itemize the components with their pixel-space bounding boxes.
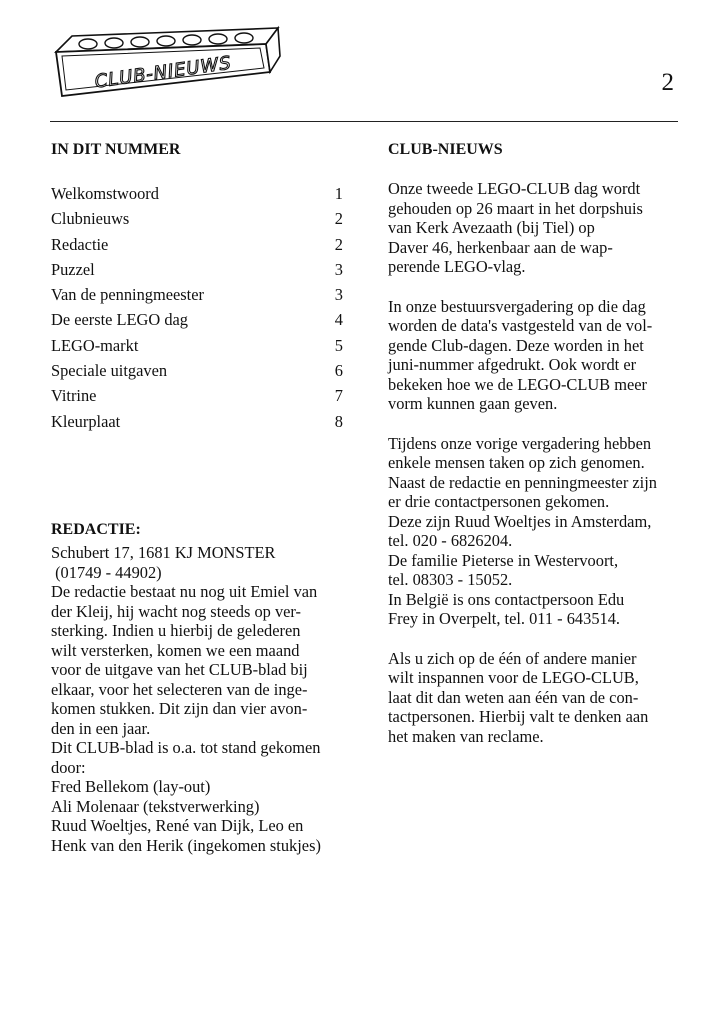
toc-page: 2 [334,209,343,229]
toc-label: Welkomstwoord [51,184,159,203]
text-line: tel. 08303 - 15052. [388,570,513,589]
text-line: Naast de redactie en penningmeester zijn [388,472,657,492]
text-line: In België is ons contactpersoon Edu [388,589,625,609]
text-line: Deze zijn Ruud Woeltjes in Amsterdam, [388,511,652,531]
text-line: van Kerk Avezaath (bij Tiel) op [388,218,595,237]
redactie-heading: REDACTIE: [51,521,141,538]
redactie-line: (01749 - 44902) [51,562,162,582]
redactie-line: door: [51,757,86,777]
redactie-line: Fred Bellekom (lay-out) [51,777,211,796]
page-number: 2 [661,69,674,96]
text-line: perende LEGO-vlag. [388,257,526,276]
lego-brick-logo-icon [52,22,284,104]
redactie-line: Dit CLUB-blad is o.a. tot stand gekomen [51,738,321,757]
text-line: Als u zich op de één of andere manier [388,648,637,668]
toc-page: 4 [334,310,343,330]
redactie-line: komen stukken. Dit zijn dan vier avon- [51,699,308,718]
clubnieuws-paragraph [388,179,688,277]
redactie-line: Henk van den Herik (ingekomen stukjes) [51,835,321,855]
toc-page: 6 [334,361,343,381]
toc-label: Vitrine [51,386,97,406]
redactie-line: De redactie bestaat nu nog uit Emiel van [51,582,318,601]
logo-text: CLUB-NIEUWS [93,52,233,93]
text-line: De familie Pieterse in Westervoort, [388,550,619,570]
text-line: er drie contactpersonen gekomen. [388,492,610,511]
redactie-line: Ruud Woeltjes, René van Dijk, Leo en [51,816,304,835]
toc-item [51,386,343,411]
toc-label: Speciale uitgaven [51,361,168,381]
redactie-line: Ali Molenaar (tekstverwerking) [51,796,260,816]
toc-page: 3 [334,259,343,279]
text-line: In onze bestuursvergadering op die dag [388,296,646,316]
toc-item [51,209,343,234]
toc-item [51,235,343,260]
redactie-line: wilt versterken, komen we een maand [51,640,300,660]
clubnieuws-section [388,140,688,766]
text-line: tel. 020 - 6826204. [388,531,513,550]
toc-item [51,412,343,437]
toc-heading: IN DIT NUMMER [51,141,181,158]
toc-label: Puzzel [51,259,95,279]
redactie-line: sterking. Indien u hierbij de gelederen [51,621,301,640]
text-line: Onze tweede LEGO-CLUB dag wordt [388,179,641,198]
toc-item [51,184,343,209]
toc-label: Redactie [51,234,109,254]
text-line: Daver 46, herkenbaar aan de wap- [388,237,613,257]
toc-item [51,260,343,285]
redactie-line: voor de uitgave van het CLUB-blad bij [51,660,308,679]
header-divider [50,121,678,122]
redactie-line: der Kleij, hij wacht nog steeds op ver- [51,601,302,621]
toc-page: 5 [334,335,343,355]
text-line: laat dit dan weten aan één van de con- [388,687,639,707]
text-line: vorm kunnen gaan geven. [388,394,558,413]
clubnieuws-heading: CLUB-NIEUWS [388,141,503,158]
toc-label: Clubnieuws [51,209,130,229]
toc-label: LEGO-markt [51,335,139,355]
text-line: Frey in Overpelt, tel. 011 - 643514. [388,609,621,628]
text-line: het maken van reclame. [388,726,544,746]
clubnieuws-paragraph [388,434,688,629]
toc-page: 7 [334,386,343,406]
redactie-line: Schubert 17, 1681 KJ MONSTER [51,543,276,562]
toc-label: Van de penningmeester [51,285,204,305]
toc-label: Kleurplaat [51,411,121,431]
table-of-contents [51,140,343,437]
toc-label: De eerste LEGO dag [51,310,188,330]
toc-list [51,184,343,437]
toc-item [51,285,343,310]
redactie-line: elkaar, voor het selecteren van de inge- [51,679,308,699]
clubnieuws-paragraph [388,297,688,414]
text-line: Tijdens onze vorige vergadering hebben [388,433,652,453]
text-line: gehouden op 26 maart in het dorpshuis [388,198,643,218]
toc-item [51,310,343,335]
toc-page: 3 [334,285,343,305]
text-line: tactpersonen. Hierbij valt te denken aan [388,707,649,726]
toc-item [51,336,343,361]
text-line: enkele mensen taken op zich genomen. [388,453,645,472]
text-line: juni-nummer afgedrukt. Ook wordt er [388,355,637,374]
redactie-line: den in een jaar. [51,718,151,738]
toc-page: 2 [334,234,343,254]
clubnieuws-paragraph [388,649,688,747]
text-line: wilt inspannen voor de LEGO-CLUB, [388,668,639,687]
text-line: gende Club-dagen. Deze worden in het [388,335,644,355]
redactie-section [51,520,343,855]
toc-page: 8 [334,411,343,431]
toc-page: 1 [334,184,343,203]
text-line: bekeken hoe we de LEGO-CLUB meer [388,374,647,394]
text-line: worden de data's vastgesteld van de vol- [388,316,653,335]
toc-item [51,361,343,386]
